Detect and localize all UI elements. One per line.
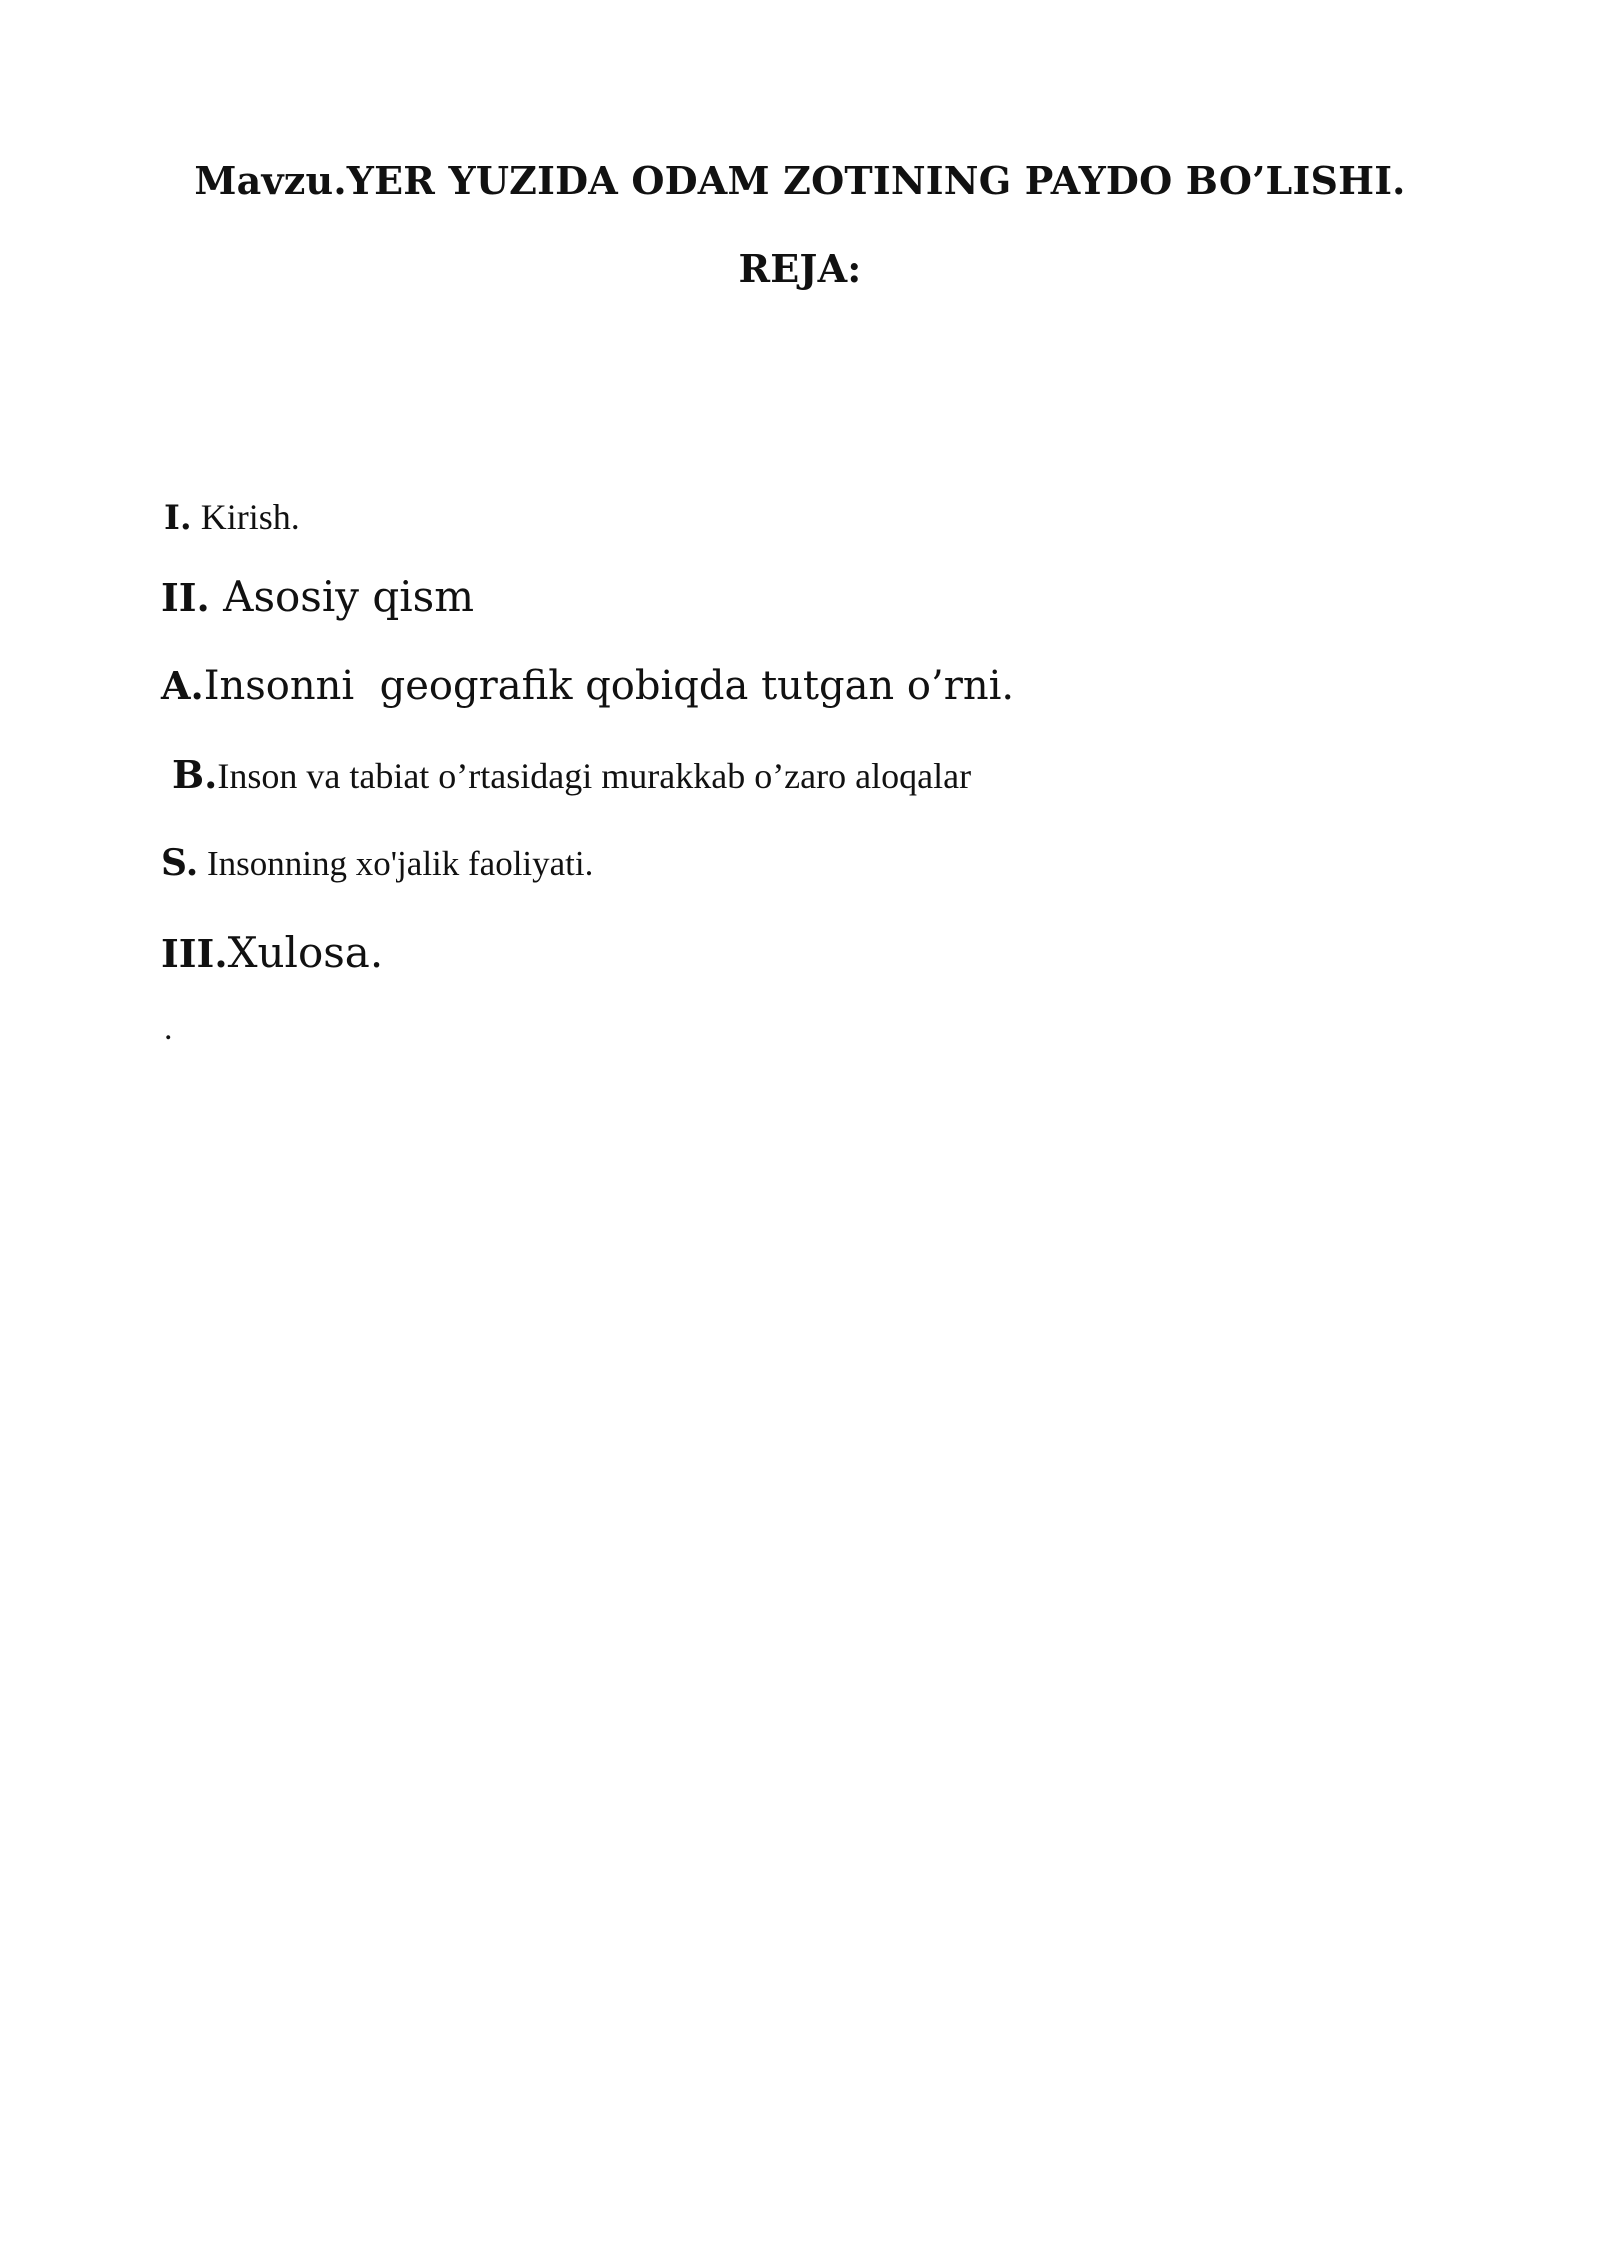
trailing-period: . [164,1010,173,1047]
plan-item-marker: I. [164,498,192,538]
plan-item-text: Insonning xo'jalik faoliyati. [198,844,594,883]
plan-item-s [161,842,593,885]
plan-item-text: Insonni geografik qobiqda tutgan o’rni. [203,663,1015,709]
plan-item-marker: A. [161,663,204,708]
plan-item-a [161,662,1014,710]
plan-item-marker: B. [172,752,218,797]
plan-item-marker: S. [161,842,199,884]
plan-item-text: Asosiy qism [209,572,475,621]
plan-item-text: Inson va tabiat o’rtasidagi murakkab o’zaro aloqalar [217,756,972,796]
document-title: Mavzu.YER YUZIDA ODAM ZOTINING PAYDO BO’LISHI. [194,158,1406,203]
plan-item-conclusion [161,928,383,978]
plan-item-marker: III. [161,931,228,976]
plan-item-b [172,752,971,798]
plan-item-main-part [161,572,474,622]
plan-item-text: Xulosa. [227,928,384,977]
plan-item-introduction [164,496,300,539]
plan-item-text: Kirish. [191,497,300,537]
plan-heading: REJA: [738,246,862,291]
plan-item-marker: II. [161,575,210,620]
